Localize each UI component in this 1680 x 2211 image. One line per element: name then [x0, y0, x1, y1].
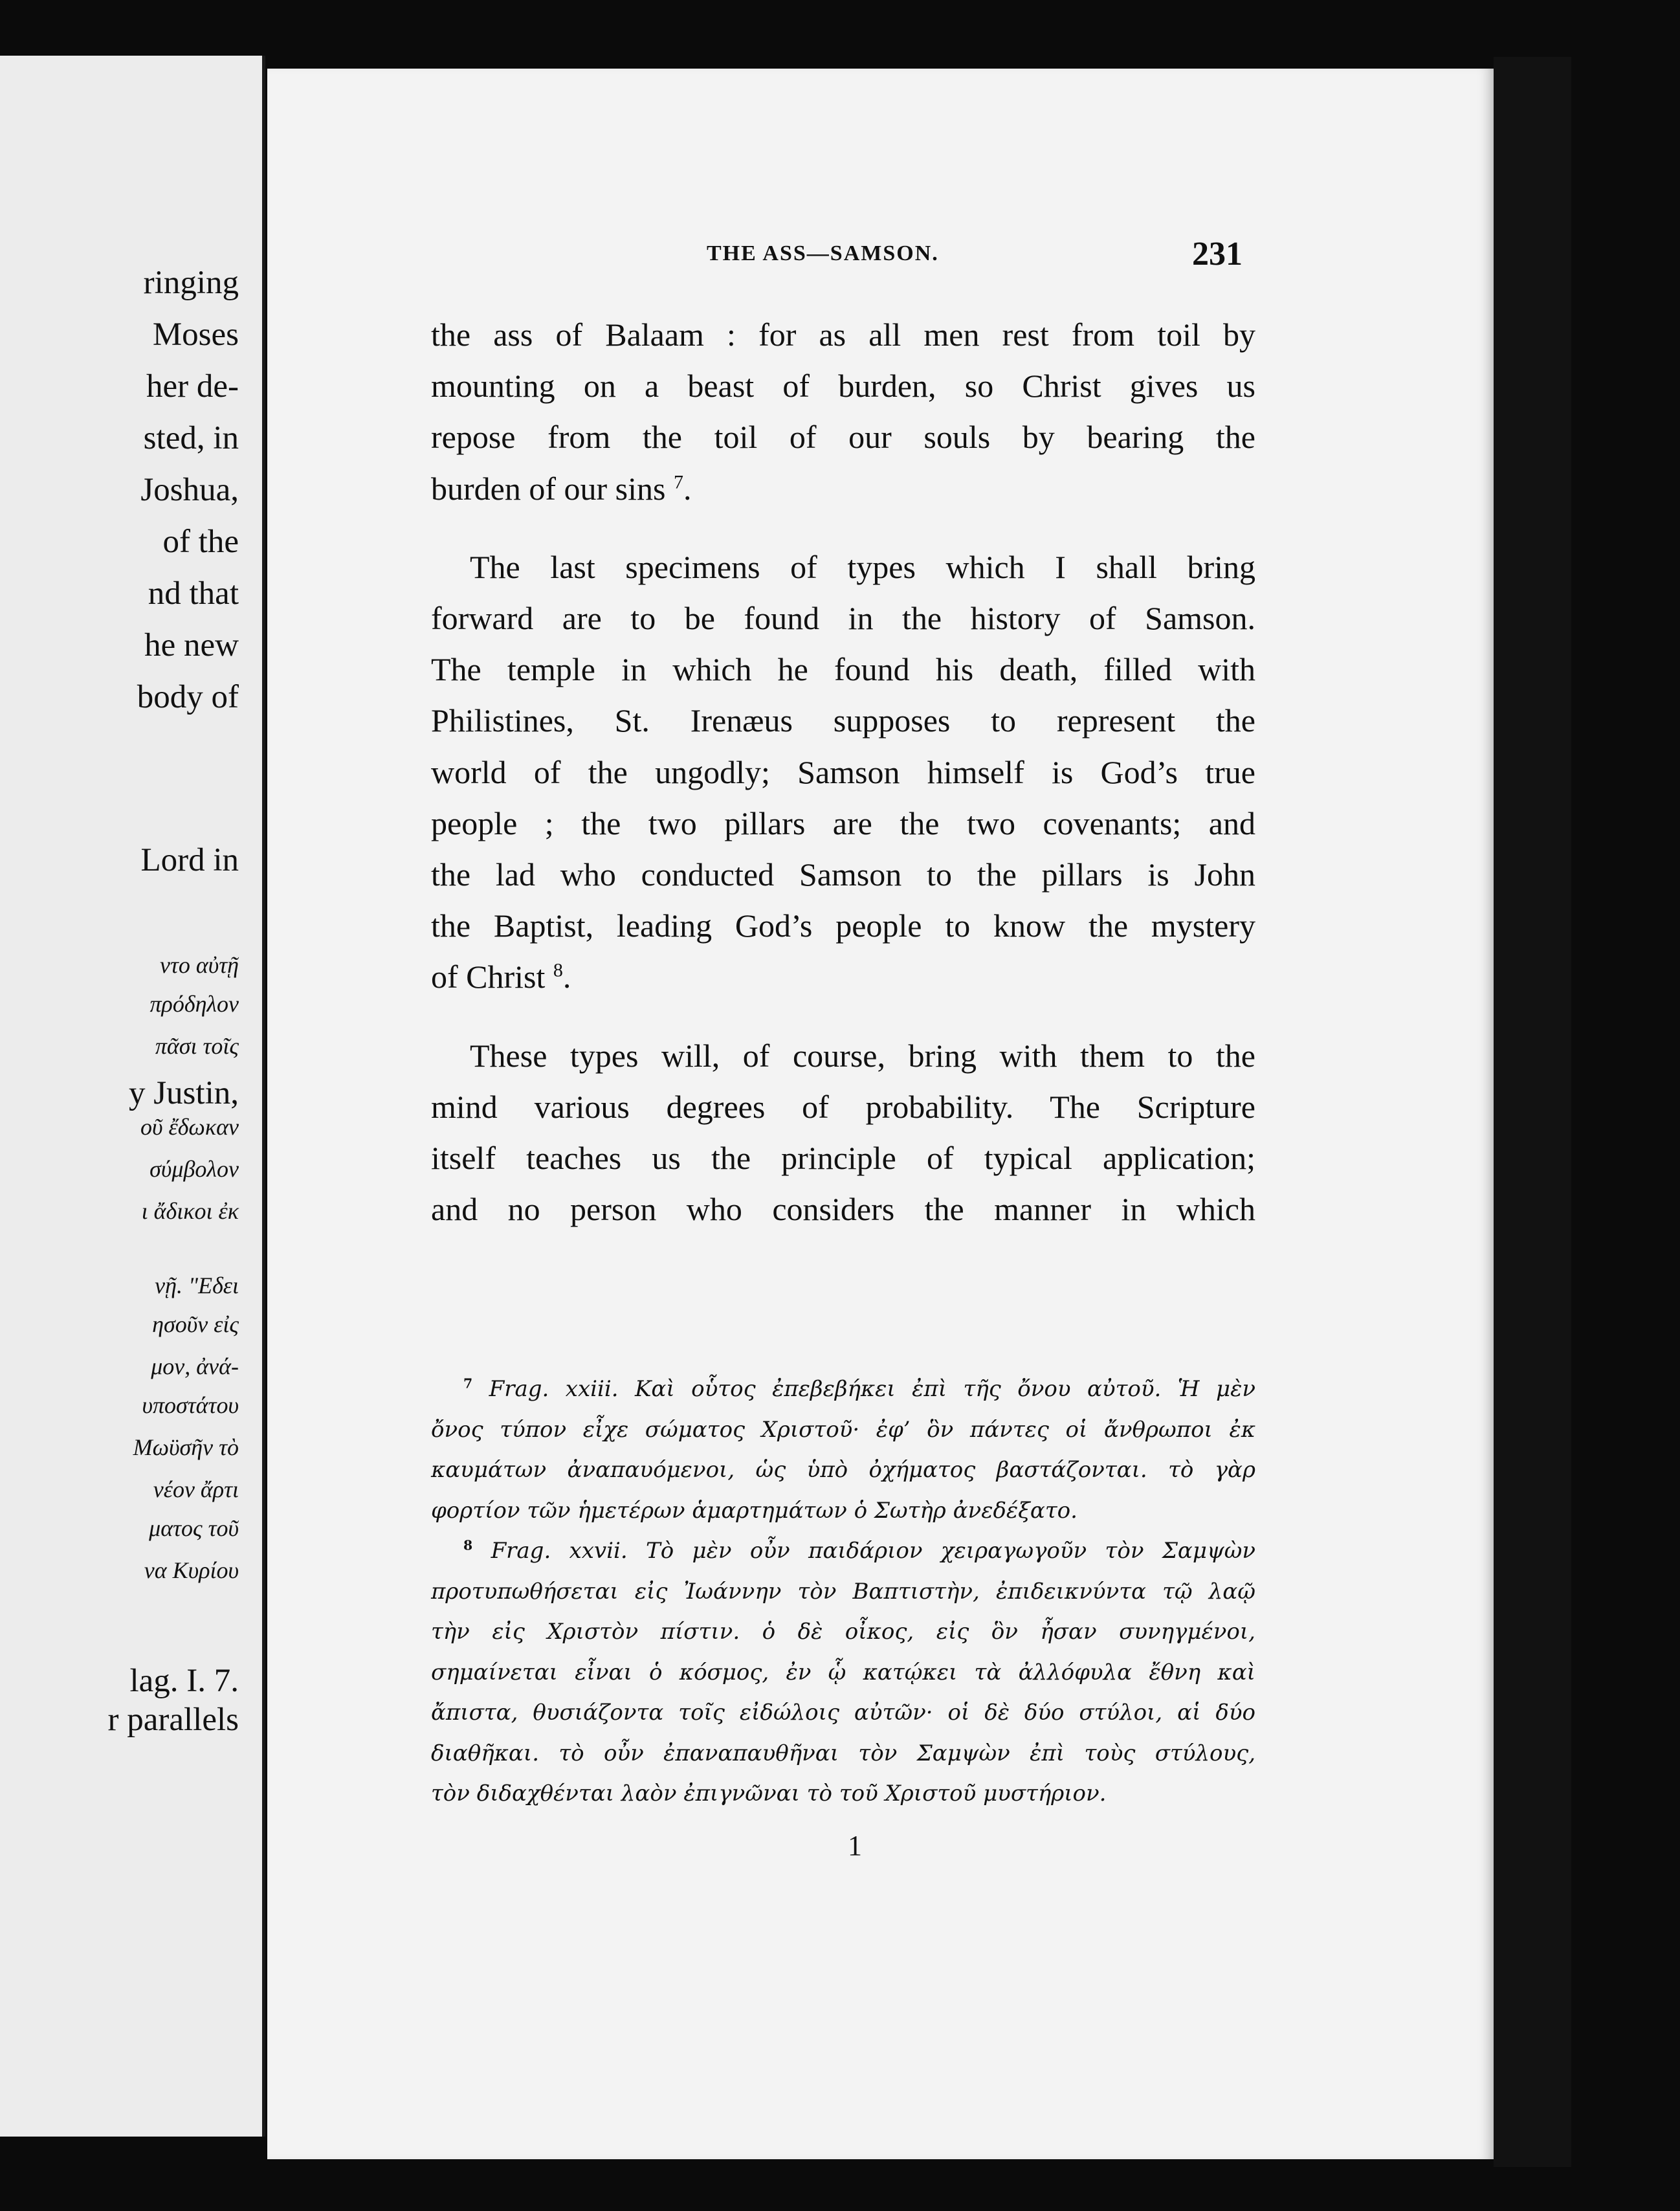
footnotes	[431, 1369, 1255, 1814]
text-line	[431, 463, 1255, 515]
footnote-line: ὄνος τύπον εἶχε σώματος Χριστοῦ· ἐφ’ ὃν πάντες οἱ ἄνθρωποι ἐκ	[431, 1416, 1255, 1443]
text-line: forward are to be found in the history of Samson.	[431, 600, 1255, 637]
left-page-line: r parallels	[107, 1702, 239, 1738]
left-page-line: σύμβολον	[149, 1156, 239, 1182]
text-line: and no person who considers the manner in which	[431, 1191, 1255, 1228]
footnote	[431, 1531, 1255, 1814]
left-page-line: Moses	[152, 317, 239, 353]
text-fragment: burden of our sins	[431, 470, 666, 507]
text-line: The last specimens of types which I shall bring	[470, 548, 1255, 585]
book-edge	[1494, 57, 1571, 2167]
left-page-line: ματος τοῦ	[149, 1515, 239, 1541]
footnote-ref: 7	[673, 471, 683, 493]
left-page-line: Μωϋσῆν τὸ	[133, 1434, 239, 1460]
left-page-line: y Justin,	[128, 1075, 239, 1111]
paragraph	[431, 309, 1255, 515]
left-page-line: μον, ἀνά-	[151, 1353, 239, 1379]
left-page-line: ντο αὐτῇ	[159, 952, 239, 978]
footnote-number: 7	[463, 1375, 473, 1392]
left-page-line: body of	[137, 679, 239, 715]
left-page-line: her de-	[146, 368, 239, 405]
left-page-line: lag. I. 7.	[129, 1663, 239, 1699]
footnote-ref: 8	[553, 959, 563, 981]
footnote-line: καυμάτων ἀναπαυόμενοι, ὡς ὑπὸ ὀχήματος βαστάζονται. τὸ γὰρ	[431, 1457, 1255, 1483]
left-page-line: Lord in	[140, 842, 239, 878]
left-page-line: of the	[162, 524, 239, 560]
text-line: world of the ungodly; Samson himself is God’s true	[431, 753, 1255, 790]
footnote-line: τὸν διδαχθένται λαὸν ἐπιγνῶναι τὸ τοῦ Χριστοῦ μυστήριον.	[431, 1781, 1107, 1806]
text-fragment: Frag. xxiii. Καὶ οὗτος ἐπεβεβήκει ἐπὶ τῆς ὄνου αὐτοῦ. Ἡ μὲν	[489, 1376, 1255, 1402]
footnote-line	[431, 1369, 1255, 1410]
left-page-line: he new	[144, 627, 239, 663]
body-text	[431, 309, 1255, 1262]
left-page-line: να Κυρίου	[144, 1557, 239, 1583]
footnote-line: διαθῆκαι. τὸ οὖν ἐπαναπαυθῆναι τὸν Σαμψὼν ἐπὶ τοὺς στύλους,	[431, 1740, 1255, 1766]
left-page-line: νέον ἄρτι	[153, 1476, 239, 1502]
text-line: the Baptist, leading God’s people to know the mystery	[431, 907, 1255, 944]
text-line: Philistines, St. Irenæus supposes to represent the	[431, 702, 1255, 739]
left-page-line: sted, in	[143, 420, 239, 456]
text-fragment: Frag. xxvii. Τὸ μὲν οὖν παιδάριον χειραγωγοῦν τὸν Σαμψὼν	[491, 1538, 1256, 1564]
text-line: mind various degrees of probability. The Scripture	[431, 1088, 1255, 1125]
text-line: itself teaches us the principle of typical application;	[431, 1140, 1255, 1177]
signature-mark: 1	[848, 1830, 862, 1861]
footnote-line: σημαίνεται εἶναι ὁ κόσμος, ἐν ᾧ κατῴκει τὰ ἀλλόφυλα ἔθνη καὶ	[431, 1659, 1255, 1685]
left-page-line: νῇ. "Εδει	[155, 1272, 239, 1298]
text-line: the ass of Balaam : for as all men rest from toil by	[431, 317, 1255, 353]
footnote-line: τὴν εἰς Χριστὸν πίστιν. ὁ δὲ οἶκος, εἰς ὃν ἦσαν συνηγμένοι,	[431, 1619, 1255, 1645]
footnote-line: ἄπιστα, θυσιάζοντα τοῖς εἰδώλοις αὐτῶν· οἱ δὲ δύο στύλοι, αἱ δύο	[431, 1700, 1255, 1726]
footnote	[431, 1369, 1255, 1531]
text-line: The temple in which he found his death, filled with	[431, 651, 1255, 688]
paragraph	[431, 1030, 1255, 1236]
left-page-line: οῦ ἔδωκαν	[140, 1114, 239, 1140]
page-header	[0, 236, 1680, 280]
left-page-line: ι ἄδικοι ἐκ	[141, 1198, 239, 1224]
running-title: THE ASS—SAMSON.	[707, 241, 939, 265]
text-fragment: of Christ	[431, 959, 546, 995]
left-facing-page	[0, 56, 265, 2137]
left-page-line: nd that	[148, 575, 239, 612]
left-page-line: ησοῦν εἰς	[152, 1311, 239, 1337]
text-fragment: .	[562, 959, 571, 995]
text-line	[431, 951, 1255, 1003]
text-line: the lad who conducted Samson to the pillars is John	[431, 856, 1255, 893]
text-fragment: .	[683, 470, 692, 507]
footnote-line: φορτίον τῶν ἡμετέρων ἁμαρτημάτων ὁ Σωτὴρ ἀνεδέξατο.	[431, 1497, 1078, 1524]
left-page-line: υποστάτου	[142, 1392, 239, 1418]
footnote-number: 8	[463, 1537, 473, 1553]
page-number: 231	[1192, 236, 1243, 272]
left-page-line: πρόδηλον	[149, 991, 239, 1017]
text-line: mounting on a beast of burden, so Christ gives us	[431, 368, 1255, 405]
left-page-line: ringing	[143, 265, 239, 301]
footnote-line: προτυπωθήσεται εἰς Ἰωάννην τὸν Βαπτιστὴν, ἐπιδεικνύντα τῷ λαῷ	[431, 1578, 1255, 1605]
footnote-line	[431, 1531, 1255, 1572]
text-line: These types will, of course, bring with them to the	[470, 1037, 1255, 1074]
left-page-line: Joshua,	[140, 472, 239, 508]
paragraph	[431, 542, 1255, 1003]
text-line: repose from the toil of our souls by bearing the	[431, 419, 1255, 456]
text-line: people ; the two pillars are the two covenants; and	[431, 805, 1255, 841]
left-page-line: πᾶσι τοῖς	[155, 1033, 239, 1059]
